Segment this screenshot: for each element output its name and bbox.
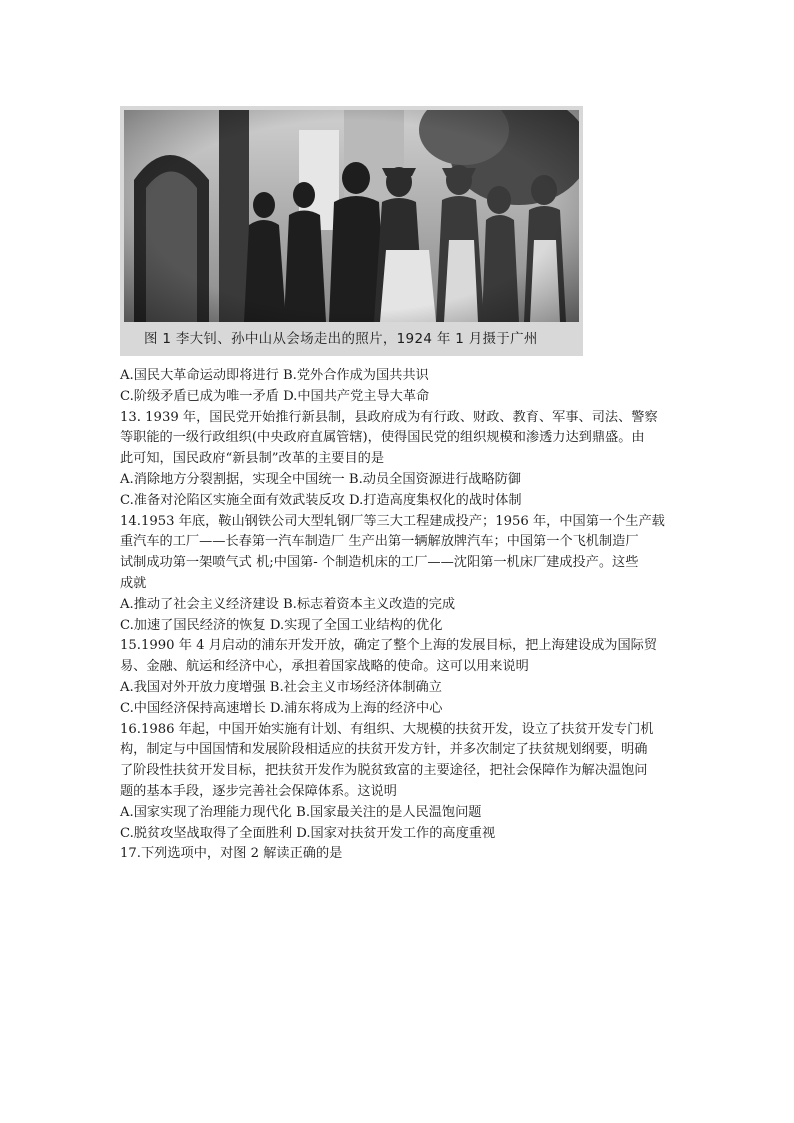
- text-line: 13. 1939 年，国民党开始推行新县制，县政府成为有行政、财政、教育、军事、司法、警察: [120, 409, 658, 425]
- text-line: 14.1953 年底，鞍山钢铁公司大型轧钢厂等三大工程建成投产；1956 年，中国第一个生产载: [120, 513, 665, 529]
- text-line: 重汽车的工厂——长春第一汽车制造厂 生产出第一辆解放牌汽车；中国第一个飞机制造厂: [120, 534, 639, 550]
- text-line: 16.1986 年起，中国开始实施有计划、有组织、大规模的扶贫开发，设立了扶贫开发专门机: [120, 721, 654, 737]
- text-line: A.国家实现了治理能力现代化 B.国家最关注的是人民温饱问题: [120, 804, 482, 820]
- historical-photo-figure: [120, 106, 583, 356]
- black-white-photo: [124, 110, 579, 322]
- text-line: 等职能的一级行政组织(中央政府直属管辖)，使得国民党的组织规模和渗透力达到鼎盛。由: [120, 430, 645, 446]
- text-line: C.阶级矛盾已成为唯一矛盾 D.中国共产党主导大革命: [120, 388, 430, 404]
- text-line: 试制成功第一架喷气式 机;中国第- 个制造机床的工厂——沈阳第一机床厂建成投产。这些: [120, 555, 639, 571]
- figure-caption: 图 1 李大钊、孙中山从会场走出的照片，1924 年 1 月摄于广州: [144, 331, 538, 347]
- text-line: A.推动了社会主义经济建设 B.标志着资本主义改造的完成: [120, 596, 456, 612]
- text-line: 15.1990 年 4 月启动的浦东开发开放，确定了整个上海的发展目标，把上海建设成为国际贸: [120, 638, 658, 654]
- text-line: 此可知，国民政府“新县制”改革的主要目的是: [120, 451, 385, 467]
- text-line: 了阶段性扶贫开发目标，把扶贫开发作为脱贫致富的主要途径，把社会保障作为解决温饱问: [120, 763, 648, 779]
- text-line: A.我国对外开放力度增强 B.社会主义市场经济体制确立: [120, 679, 442, 695]
- text-line: A.国民大革命运动即将进行 B.党外合作成为国共共识: [120, 368, 429, 383]
- text-line: C.准备对沦陷区实施全面有效武装反攻 D.打造高度集权化的战时体制: [120, 492, 522, 508]
- text-line: 成就: [120, 575, 147, 591]
- text-line: C.加速了国民经济的恢复 D.实现了全国工业结构的优化: [120, 617, 443, 633]
- text-line: C.中国经济保持高速增长 D.浦东将成为上海的经济中心: [120, 700, 443, 716]
- text-line: 易、金融、航运和经济中心，承担着国家战略的使命。这可以用来说明: [120, 659, 529, 675]
- text-line: A.消除地方分裂割据，实现全中国统一 B.动员全国资源进行战略防御: [120, 471, 522, 487]
- text-line: 17.下列选项中，对图 2 解读正确的是: [120, 846, 343, 862]
- text-line: 题的基本手段，逐步完善社会保障体系。这说明: [120, 783, 397, 799]
- text-line: 构，制定与中国国情和发展阶段相适应的扶贫开发方针，并多次制定了扶贫规划纲要，明确: [120, 742, 648, 758]
- exam-questions: [120, 366, 680, 865]
- text-line: C.脱贫攻坚战取得了全面胜利 D.国家对扶贫开发工作的高度重视: [120, 825, 496, 841]
